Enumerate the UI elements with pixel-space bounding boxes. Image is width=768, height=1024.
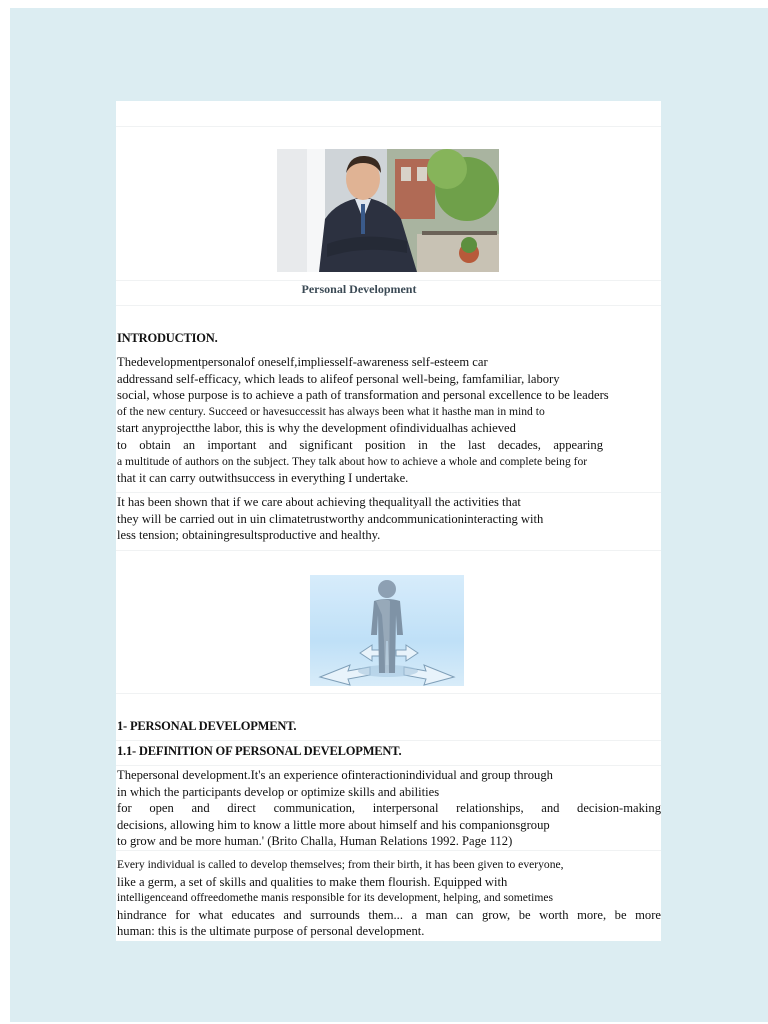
section-heading: 1- PERSONAL DEVELOPMENT. xyxy=(117,719,297,733)
text-line: addressand self-efficacy, which leads to alifeof personal well-being, famfamiliar, labory xyxy=(117,371,560,386)
divider xyxy=(116,305,661,306)
definition-paragraph xyxy=(117,767,662,850)
image-caption: Personal Development xyxy=(301,282,417,296)
text-line: social, whose purpose is to achieve a path of transformation and personal excellence to be leaders xyxy=(117,388,609,403)
text-line: less tension; obtainingresultsproductive and healthy. xyxy=(117,528,381,543)
text-line: hindrance for what educates and surrounds them... a man can grow, be worth more, be more xyxy=(117,907,661,922)
text-line: they will be carried out in uin climatetrustworthy andcommunicationinteracting with xyxy=(117,511,544,526)
text-line: to obtain an important and significant position in the last decades, appearing xyxy=(117,437,603,452)
text-line: in which the participants develop or optimize skills and abilities xyxy=(117,784,440,799)
divider xyxy=(116,740,661,741)
divider xyxy=(116,693,661,694)
intro-heading: INTRODUCTION. xyxy=(117,331,218,345)
text-line: a multitude of authors on the subject. They talk about how to achieve a whole and complete being for xyxy=(117,454,588,468)
text-line: Thepersonal development.It's an experience ofinteractionindividual and group through xyxy=(117,768,553,782)
text-line: It has been shown that if we care about achieving thequalityall the activities that xyxy=(117,495,521,509)
subsection-heading: 1.1- DEFINITION OF PERSONAL DEVELOPMENT. xyxy=(117,744,402,758)
divider xyxy=(116,492,661,493)
document-page xyxy=(116,101,661,941)
intro-paragraph-1 xyxy=(117,354,662,487)
divider xyxy=(116,765,661,766)
final-paragraph xyxy=(117,857,662,940)
text-line: intelligenceand offreedomethe manis responsible for its development, helping, and sometimes xyxy=(117,891,554,905)
text-line: human: this is the ultimate purpose of personal development. xyxy=(117,924,425,939)
divider xyxy=(116,850,661,851)
text-line: to grow and be more human.' (Brito Challa, Human Relations 1992. Page 112) xyxy=(117,834,513,849)
person-crossroads-image xyxy=(310,575,464,686)
man-photo-image xyxy=(277,149,499,272)
text-line: that it can carry outwithsuccess in everything I undertake. xyxy=(117,471,409,486)
divider xyxy=(116,280,661,281)
text-line: start anyprojectthe labor, this is why the development ofindividualhas achieved xyxy=(117,421,516,436)
divider xyxy=(116,550,661,551)
intro-paragraph-2 xyxy=(117,494,662,544)
text-line: Every individual is called to develop themselves; from their birth, it has been given to everyone, xyxy=(117,858,564,871)
text-line: like a germ, a set of skills and qualities to make them flourish. Equipped with xyxy=(117,874,508,889)
divider xyxy=(116,126,661,127)
text-line: of the new century. Succeed or havesuccessit has always been what it hasthe man in mind to xyxy=(117,404,545,418)
text-line: Thedevelopmentpersonalof oneself,impliesself-awareness self-esteem car xyxy=(117,355,488,369)
text-line: for open and direct communication, interpersonal relationships, and decision-making xyxy=(117,801,661,816)
text-line: decisions, allowing him to know a little more about himself and his companionsgroup xyxy=(117,817,550,832)
